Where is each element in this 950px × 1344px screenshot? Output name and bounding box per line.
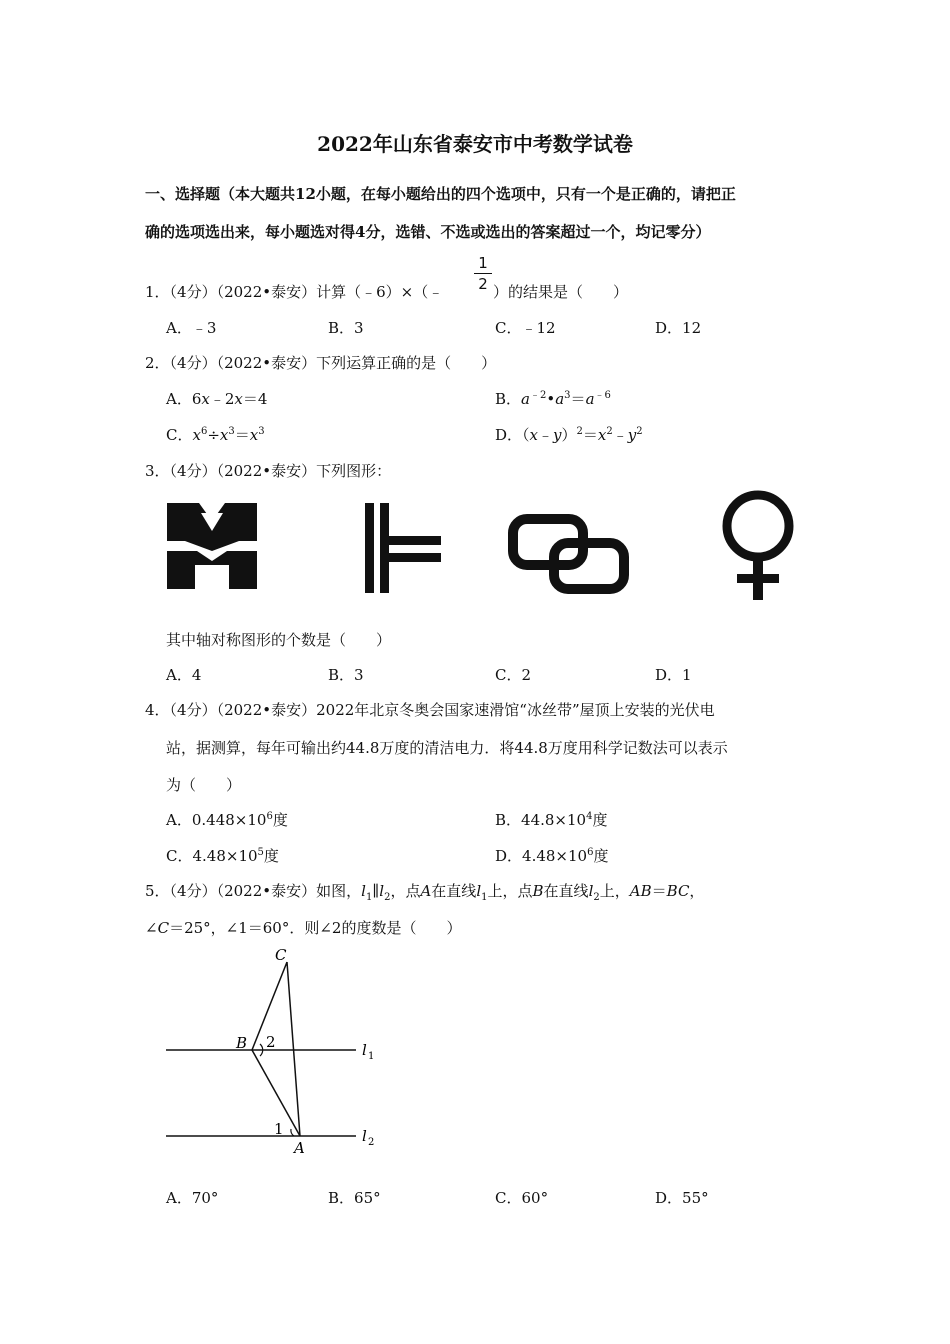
venus-symbol-icon: [722, 490, 794, 602]
parallel-lines-triangle-diagram: [160, 940, 390, 1160]
q3-option-a: A．4: [166, 666, 202, 684]
bars-icon: [365, 503, 441, 593]
q1-fraction-numerator: 1: [478, 254, 488, 272]
q4-option-a: A．$0.448\times 10^6$度: [166, 811, 288, 829]
point-c-label: C: [275, 946, 287, 964]
q2-option-c: C．$x^6\div x^3=x^3$: [166, 426, 265, 444]
section-header-line1: 一、选择题（本大题共12小题，在每小题给出的四个选项中，只有一个是正确的，请把正: [145, 185, 736, 203]
point-b-label: B: [236, 1034, 248, 1052]
q1-fraction-denominator: 2: [478, 275, 488, 293]
q2-option-a: A．6x﹣2x＝4: [166, 390, 268, 408]
q4-option-d: D．$4.48\times 10^6$度: [495, 847, 609, 865]
q5-option-d: D．55°: [655, 1189, 709, 1207]
q1-option-d: D．12: [655, 319, 702, 337]
q1-stem-post: ）的结果是（ ）: [493, 283, 629, 301]
q4-stem-line1: 4．（4分）（2022•泰安）2022年北京冬奥会国家速滑馆“冰丝带”屋顶上安装的光伏电: [145, 701, 715, 719]
section-header-line2: 确的选项选出来，每小题选对得4分，选错、不选或选出的答案超过一个，均记零分）: [145, 223, 711, 241]
q1-option-b: B．3: [328, 319, 364, 337]
angle-2-label: 2: [266, 1033, 276, 1051]
line-l2-subscript: 2: [368, 1137, 375, 1148]
q2-stem: 2．（4分）（2022•泰安）下列运算正确的是（ ）: [145, 354, 497, 372]
q3-option-c: C．2: [495, 666, 532, 684]
q4-stem-line2: 站，据测算，每年可输出约44.8万度的清洁电力．将44.8万度用科学记数法可以表示: [166, 739, 728, 757]
q5-option-c: C．60°: [495, 1189, 549, 1207]
q2-option-d: D．$(x﹣y)^2=x^2﹣y^2$: [495, 426, 643, 444]
q2-option-b: B．$a^{﹣2}•a^3=a^{﹣6}$: [495, 390, 611, 408]
line-l2-label: l: [362, 1127, 367, 1145]
chain-links-icon: [507, 513, 630, 595]
q1-option-a: A．﹣3: [166, 319, 217, 337]
q5-stem-line1: 5．（4分）（2022•泰安）如图，$l_1\parallel l_2$，点A在直线$l_1$上，点B在直线$l_2$上，AB＝BC，: [145, 882, 705, 903]
q5-option-b: B．65°: [328, 1189, 381, 1207]
q3-subquestion: 其中轴对称图形的个数是（ ）: [166, 631, 392, 649]
q3-option-b: B．3: [328, 666, 364, 684]
q1-fraction: [473, 254, 493, 293]
angle-1-label: 1: [274, 1120, 284, 1138]
point-a-label: A: [294, 1139, 305, 1157]
q5-option-a: A．70°: [166, 1189, 219, 1207]
q3-option-d: D．1: [655, 666, 692, 684]
blocks-icon: [167, 503, 257, 589]
q5-stem-line2: ∠C＝25°，∠1＝60°．则∠2的度数是（ ）: [145, 919, 462, 937]
q3-stem: 3．（4分）（2022•泰安）下列图形：: [145, 462, 392, 480]
q1-stem-pre: 1．（4分）（2022•泰安）计算（﹣6）×（﹣: [145, 283, 444, 301]
q4-option-c: C．$4.48\times 10^5$度: [166, 847, 279, 865]
page-title: 2022年山东省泰安市中考数学试卷: [317, 132, 633, 156]
line-l1-label: l: [362, 1041, 367, 1059]
line-l1-subscript: 1: [368, 1051, 375, 1062]
q1-option-c: C．﹣12: [495, 319, 556, 337]
q4-option-b: B．$44.8\times 10^4$度: [495, 811, 608, 829]
q4-stem-line3: 为（ ）: [166, 776, 242, 794]
